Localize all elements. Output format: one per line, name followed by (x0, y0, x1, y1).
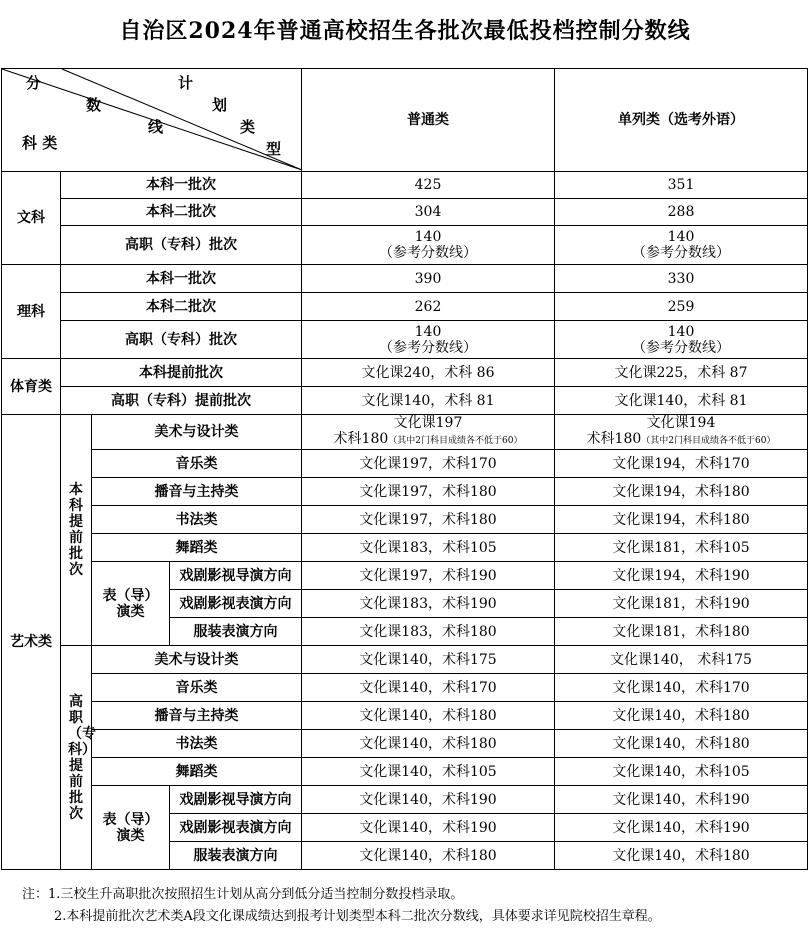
score-single: 文化课225，术科 87 (555, 359, 808, 387)
subject-label: 播音与主持类 (92, 702, 302, 730)
score-general: 262 (302, 293, 555, 321)
score-general: 文化课140，术科190 (302, 786, 555, 814)
category-like: 理科 (2, 265, 61, 359)
table-row (2, 226, 808, 265)
score-general: 文化课140，术科180 (302, 702, 555, 730)
category-tiyu: 体育类 (2, 359, 61, 415)
subject-label: 播音与主持类 (92, 478, 302, 506)
table-row (2, 506, 808, 534)
table-row (2, 321, 808, 359)
batch-label: 本科提前批次 (61, 359, 302, 387)
table-row (2, 758, 808, 786)
score-single: 文化课181，术科180 (555, 618, 808, 646)
score-single: 文化课140，术科 81 (555, 387, 808, 415)
subject-label: 服装表演方向 (170, 842, 302, 870)
category-wenke: 文科 (2, 172, 61, 265)
subject-label: 舞蹈类 (92, 758, 302, 786)
page-title: 自治区2024年普通高校招生各批次最低投档控制分数线 (119, 18, 691, 44)
score-single: 文化课140，术科180 (555, 702, 808, 730)
score-note: 术科180（其中2门科目成绩各不低于60） (333, 431, 523, 447)
subject-label: 服装表演方向 (170, 618, 302, 646)
diag-word-xing: 型 (266, 140, 282, 158)
table-row (2, 674, 808, 702)
table-row (2, 415, 808, 450)
diag-word-xian: 线 (148, 118, 164, 136)
table-row (2, 702, 808, 730)
table-row (2, 199, 808, 226)
score-note: 术科180（其中2门科目成绩各不低于60） (586, 431, 776, 447)
score-single: 文化课140，术科180 (555, 842, 808, 870)
score-general (302, 321, 555, 359)
diag-word-hua: 划 (212, 96, 228, 114)
diag-word-fen: 分 (26, 74, 42, 92)
diag-word-lei: 类 (240, 118, 256, 136)
table-row (2, 730, 808, 758)
diag-word-shu: 数 (86, 96, 102, 114)
footnotes (22, 884, 661, 928)
score-table (1, 68, 808, 870)
batch-label: 本科一批次 (61, 265, 302, 293)
score-value: 140 (414, 229, 442, 245)
batch-label: 本科一批次 (61, 172, 302, 199)
score-general: 文化课197，术科180 (302, 506, 555, 534)
score-note: （参考分数线） (632, 245, 730, 261)
diagonal-header-cell (2, 69, 302, 172)
column-header-general: 普通类 (302, 69, 555, 172)
table-row (2, 450, 808, 478)
subject-label: 舞蹈类 (92, 534, 302, 562)
column-header-single: 单列类（选考外语） (555, 69, 808, 172)
score-general: 文化课140，术科170 (302, 674, 555, 702)
score-single: 288 (555, 199, 808, 226)
footnote-2: 2.本科提前批次艺术类A段文化课成绩达到报考计划类型本科二批次分数线，具体要求详见院校招生章程。 (54, 909, 661, 924)
score-general (302, 415, 555, 450)
score-single: 330 (555, 265, 808, 293)
score-single: 文化课194，术科170 (555, 450, 808, 478)
score-general: 304 (302, 199, 555, 226)
table-row (2, 534, 808, 562)
score-value: 文化课194 (646, 415, 716, 431)
score-note: （参考分数线） (379, 245, 477, 261)
score-general: 425 (302, 172, 555, 199)
score-general: 文化课197，术科180 (302, 478, 555, 506)
score-general: 文化课140，术科180 (302, 842, 555, 870)
batch-benke-tiqian (61, 415, 92, 646)
score-note: （参考分数线） (379, 339, 477, 356)
score-general: 文化课240，术科 86 (302, 359, 555, 387)
score-general: 文化课197，术科170 (302, 450, 555, 478)
vertical-label: 本科提前批次 (69, 482, 83, 578)
subject-label: 戏剧影视导演方向 (170, 786, 302, 814)
score-general: 文化课197，术科190 (302, 562, 555, 590)
biaoyan-label: 表（导）演类 (92, 562, 170, 646)
score-general: 文化课140，术科175 (302, 646, 555, 674)
subject-label: 戏剧影视表演方向 (170, 590, 302, 618)
score-single: 259 (555, 293, 808, 321)
subject-label: 美术与设计类 (92, 415, 302, 450)
score-single (555, 415, 808, 450)
batch-label: 本科二批次 (61, 199, 302, 226)
table-row (2, 646, 808, 674)
subject-label: 音乐类 (92, 674, 302, 702)
table-row (2, 265, 808, 293)
batch-label: 高职（专科）提前批次 (61, 387, 302, 415)
subject-label: 音乐类 (92, 450, 302, 478)
subject-label: 戏剧影视导演方向 (170, 562, 302, 590)
table-row (2, 478, 808, 506)
score-general: 文化课140，术科190 (302, 814, 555, 842)
subject-label: 书法类 (92, 730, 302, 758)
score-single: 文化课140，术科190 (555, 814, 808, 842)
score-single (555, 321, 808, 359)
table-row (2, 293, 808, 321)
subject-label: 美术与设计类 (92, 646, 302, 674)
score-single: 文化课140， 术科175 (555, 646, 808, 674)
category-yishu: 艺术类 (2, 415, 61, 870)
score-single: 文化课194，术科180 (555, 506, 808, 534)
score-single: 351 (555, 172, 808, 199)
score-single: 文化课140，术科180 (555, 730, 808, 758)
biaoyan-label: 表（导）演类 (92, 786, 170, 870)
batch-gaozhi-tiqian (61, 646, 96, 870)
score-single: 文化课140，术科105 (555, 758, 808, 786)
batch-label: 高职（专科）批次 (61, 321, 302, 359)
batch-label: 高职（专科）批次 (61, 226, 302, 265)
score-value: 文化课197 (393, 415, 463, 431)
diag-word-kelei: 科 类 (22, 134, 58, 152)
score-single: 文化课140，术科170 (555, 674, 808, 702)
footnote-1: 注：1.三校生升高职批次按照招生计划从高分到低分适当控制分数投档录取。 (22, 887, 464, 902)
score-single: 文化课181，术科105 (555, 534, 808, 562)
score-value: 140 (667, 323, 695, 340)
header-row (2, 69, 808, 172)
score-general (302, 226, 555, 265)
score-general: 文化课183，术科105 (302, 534, 555, 562)
score-general: 390 (302, 265, 555, 293)
score-single: 文化课194，术科190 (555, 562, 808, 590)
score-value: 140 (414, 323, 442, 340)
subject-label: 书法类 (92, 506, 302, 534)
table-row (2, 172, 808, 199)
vertical-label: 高职（专科）提前批次 (68, 693, 96, 822)
score-general: 文化课183，术科180 (302, 618, 555, 646)
table-row (2, 786, 808, 814)
batch-label: 本科二批次 (61, 293, 302, 321)
score-general: 文化课140，术科 81 (302, 387, 555, 415)
table-row (2, 562, 808, 590)
score-general: 文化课140，术科180 (302, 730, 555, 758)
table-row (2, 387, 808, 415)
score-note: （参考分数线） (632, 339, 730, 356)
score-single: 文化课181，术科190 (555, 590, 808, 618)
score-value: 140 (667, 229, 695, 245)
score-general: 文化课183，术科190 (302, 590, 555, 618)
score-general: 文化课140，术科105 (302, 758, 555, 786)
diag-word-ji: 计 (178, 74, 194, 92)
score-single (555, 226, 808, 265)
subject-label: 戏剧影视表演方向 (170, 814, 302, 842)
score-single: 文化课194，术科180 (555, 478, 808, 506)
table-row (2, 359, 808, 387)
score-single: 文化课140，术科190 (555, 786, 808, 814)
